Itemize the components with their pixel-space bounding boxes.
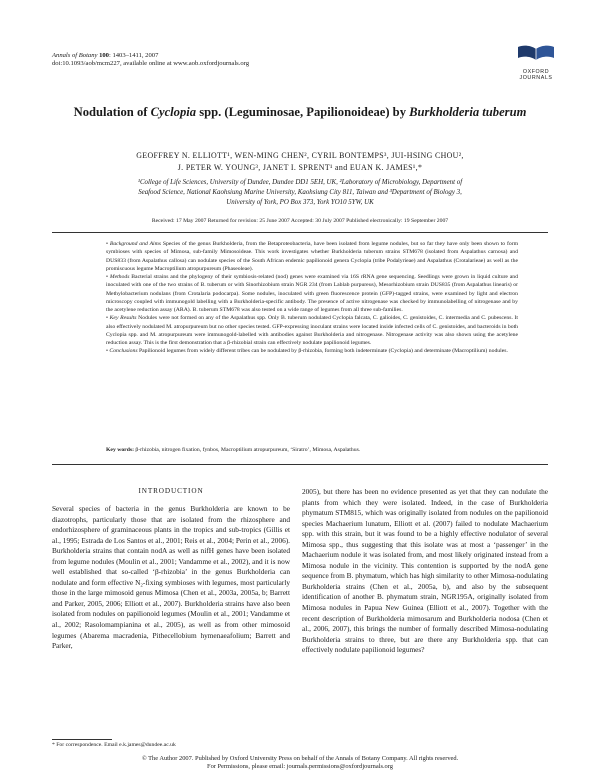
author-line: J. PETER W. YOUNG³, JANET I. SPRENT¹ and EUAN K. JAMES¹,* xyxy=(177,163,423,172)
publication-dates: Received: 17 May 2007 Returned for revision: 25 June 2007 Accepted: 30 July 2007 Published electronically: 19 September 2007 xyxy=(151,218,449,224)
divider xyxy=(52,232,548,233)
keywords-label: Key words: xyxy=(106,447,134,453)
section-text: Papilionoid legumes from widely different tribes can be nodulated by β-rhizobia, forming both indeterminate (Cyclopia) and determinate (Macroptilium) nodules. xyxy=(137,348,508,355)
keywords xyxy=(106,446,518,454)
journal-citation xyxy=(52,52,249,60)
title-genus: Cyclopia xyxy=(150,105,197,119)
copyright-line: © The Author 2007. Published by Oxford University Press on behalf of the Annals of Botany Company. All rights reserved. xyxy=(141,755,459,762)
section-text: Nodules were not formed on any of the Aspalathus spp. Only B. tuberum nodulated Cyclopia falcata, C. galioides, C. genistoides, C. intermedia and C. pubescens. It also effectively nodulated M. atropurpureum but no other species tested. GFP-expressing inoculant strains were located inside infected cells of C. genistoides, and bacteroids in both Cyclopia spp. and M. atropurpureum were immunogold-labelled with antibodies against Burkholderia and nitrogenase. Nitrogenase activity was also shown using the acetylene reduction assay. This is the first demonstration that a β-rhizobial strain can effectively nodulate papilionoid legumes. xyxy=(106,315,519,346)
body-column-left: Several species of bacteria in the genus Burkholderia are known to be diazotrophs, particularly those that are isolated from the rhizosphere and endorhizosphere of graminaceous plants in the tropics and sub-tropics (Gillis et al., 1995; Estrada de Los Santos et al., 2001; Reis et al., 2004; Perin et al., 2006). Burkholderia strains that contain nodA as well as nifH genes have been isolated from legume nodules (Moulin et al., 2001; Vandamme et al., 2002), and it is now well established that so-called ‘β-rhizobia’ in the genus Burkholderia can nodulate and form effective N₂-fixing symbioses with legumes, most particularly those in the large mimosoid genus Mimosa (Chen et al., 2003a, 2005a, b; Barrett and Parker, 2005, 2006; Elliott et al., 2007). Burkholderia strains have also been isolated from nodules on papilionoid legumes (Moulin et al., 2001; Vandamme et al., 2002; Rasolomampianina et al., 2005), as well as from other mimosoid legumes (Abarema macradenia, Pithecellobium hymenaeafolium; Barrett and Parker, xyxy=(52,504,290,651)
journal-name: Annals of Botany xyxy=(52,52,98,59)
journal-header xyxy=(52,52,249,69)
section-text: Species of the genus Burkholderia, from the Betaproteobacteria, have been isolated from legume nodules, but so far they have only been shown to form symbioses with species of Mimosa, sub-family Mimosoideae. This work investigates whether Burkholderia tuberum strains STM678 (isolated from Aspalathus carnosa) and DUS833 (from Aspalathus callosa) can nodulate species of the South African endemic papilionoid genera Cyclopia (tribe Podalyrieae) and Aspalathus (Crotalarieae) as well as the promiscuous legume Macroptilium atropurpureum (Phaseoleae). xyxy=(106,241,519,272)
oxford-journals-logo xyxy=(506,44,566,81)
affiliation-line: ¹College of Life Sciences, University of Dundee, Dundee DD1 5EH, UK, ²Laboratory of Microbiology, Department of xyxy=(137,179,463,186)
section-label: Key Results xyxy=(109,315,137,322)
open-book-icon xyxy=(516,44,556,62)
body-column-right: 2005), but there has been no evidence presented as yet that they can nodulate the plants from which they were isolated. Indeed, in the case of Burkholderia phymatum STM815, which was originally isolated from nodules on the papilionoid species Machaerium lunatum, Elliott et al. (2007) failed to nodulate Machaerium spp. with this strain, but it was found to be a highly effective nodulator of several Mimosa spp., thus suggesting that this isolate was at most a ‘passenger’ in the Machaerium nodule it was isolated from, and most likely originated instead from a Mimosa nodule in the vicinity. This contention is supported by the nodA gene sequence from B. phymatum, which has high similarity to other Mimosa-nodulating Burkholderia strains (Chen et al., 2005a, b), and also by the subsequent identification of another B. phymatum strain, NGR195A, originally isolated from Mimosa nodules in Papua New Guinea (Elliott et al., 2007). Together with the recent description of Burkholderia mimosarum and Burkholderia nodosa (Chen et al., 2006, 2007), this brings the number of formally described Mimosa-nodulating Burkholderia strains to three, but are there any Burkholderia spp. that can effectively nodulate papilionoid legumes? xyxy=(302,487,548,655)
permissions-line: For Permissions, please email: journals.permissions@oxfordjournals.org xyxy=(207,763,393,771)
title-part: Nodulation of xyxy=(73,105,151,119)
section-label: Methods xyxy=(109,274,130,280)
abstract-conclusions: • Conclusions Papilionoid legumes from widely different tribes can be nodulated by β-rhizobia, forming both indeterminate (Cyclopia) and determinate (Macroptilium) nodules. xyxy=(106,348,508,355)
abstract-background: • Background and Aims Species of the genus Burkholderia, from the Betaproteobacteria, have been isolated from legume nodules, but so far they have only been shown to form symbioses with species of Mimosa, sub-family Mimosoideae. This work investigates whether Burkholderia tuberum strains STM678 (isolated from Aspalathus carnosa) and DUS833 (from Aspalathus callosa) can nodulate species of the South African endemic papilionoid genera Cyclopia (tribe Podalyrieae) and Aspalathus (Crotalarieae) as well as the promiscuous legume Macroptilium atropurpureum (Phaseoleae). xyxy=(106,241,519,272)
doi-line: doi:10.1093/aob/mcm227, available online at www.aob.oxfordjournals.org xyxy=(52,60,250,68)
divider xyxy=(52,464,548,465)
affiliations xyxy=(48,178,552,209)
title-species: Burkholderia tuberum xyxy=(409,105,527,119)
author-list xyxy=(50,150,550,174)
journal-volume: 100 xyxy=(99,52,109,59)
section-text: Bacterial strains and the phylogeny of their symbiosis-related (nod) genes were examined via 16S rRNA gene sequencing. Seedlings were grown in liquid culture and inoculated with one of the two strains of B. tuberum or with Sinorhizobium strain NGR 234 (from Lablab purpureus), Mesorhizobium strain DUS835 (from Aspalathus linearis) or Methylobacterium nodulans (from Crotalaria podocarpa). Some nodules, inoculated with green fluorescence protein (GFP)-tagged strains, were examined by light and electron microscopy coupled with immunogold labelling with a Burkholderia-specific antibody. The presence of active nitrogenase was checked by immunolabelling of nitrogenase and by the acetylene reduction assay (ARA). B. tuberum STM678 was also tested on a wide range of legumes from all three sub-families. xyxy=(106,274,518,313)
correspondence-footnote: * For correspondence. Email e.k.james@dundee.ac.uk xyxy=(52,742,176,748)
logo-label: OXFORD JOURNALS xyxy=(519,69,553,81)
section-heading: INTRODUCTION xyxy=(138,487,204,495)
section-label: Background and Aims xyxy=(109,241,161,247)
affiliation-line: Seafood Science, National Kaohsiung Marine University, Kaohsiung City 811, Taiwan and ³Department of Biology 3, xyxy=(138,189,462,197)
keywords-text: β-rhizobia, nitrogen fixation, fynbos, Macroptilium atropurpureum, ‘Siratro’, Mimosa, Aspalathus. xyxy=(133,447,361,453)
footnote-rule xyxy=(52,739,112,740)
title-part: spp. (Leguminosae, Papilionoideae) by xyxy=(196,105,410,119)
abstract-methods: • Methods Bacterial strains and the phylogeny of their symbiosis-related (nod) genes were examined via 16S rRNA gene sequencing. Seedlings were grown in liquid culture and inoculated with one of the two strains of B. tuberum or with Sinorhizobium strain NGR 234 (from Lablab purpureus), Mesorhizobium strain DUS835 (from Aspalathus linearis) or Methylobacterium nodulans (from Crotalaria podocarpa). Some nodules, inoculated with green fluorescence protein (GFP)-tagged strains, were examined by light and electron microscopy coupled with immunogold labelling with a Burkholderia-specific antibody. The presence of active nitrogenase was checked by immunolabelling of nitrogenase and by the acetylene reduction assay (ARA). B. tuberum STM678 was also tested on a wide range of legumes from all three sub-families. xyxy=(106,274,518,313)
journal-pages: : 1403–1411, 2007 xyxy=(108,52,159,59)
section-label: Conclusions xyxy=(109,348,138,355)
article-title xyxy=(60,105,540,121)
author-line: GEOFFREY N. ELLIOTT¹, WEN-MING CHEN², CYRIL BONTEMPS³, JUI-HSING CHOU², xyxy=(136,151,464,160)
copyright-notice xyxy=(52,755,548,772)
abstract-results: • Key Results Nodules were not formed on any of the Aspalathus spp. Only B. tuberum nodulated Cyclopia falcata, C. galioides, C. genistoides, C. intermedia and C. pubescens. It also effectively nodulated M. atropurpureum but no other species tested. GFP-expressing inoculant strains were located inside infected cells of C. genistoides, and bacteroids in both Cyclopia spp. and M. atropurpureum were immunogold-labelled with antibodies against Burkholderia and nitrogenase. Nitrogenase activity was also shown using the acetylene reduction assay. This is the first demonstration that a β-rhizobial strain can effectively nodulate papilionoid legumes. xyxy=(106,315,519,346)
affiliation-line: University of York, PO Box 373, York YO10 5YW, UK xyxy=(226,199,374,207)
abstract xyxy=(106,240,518,356)
